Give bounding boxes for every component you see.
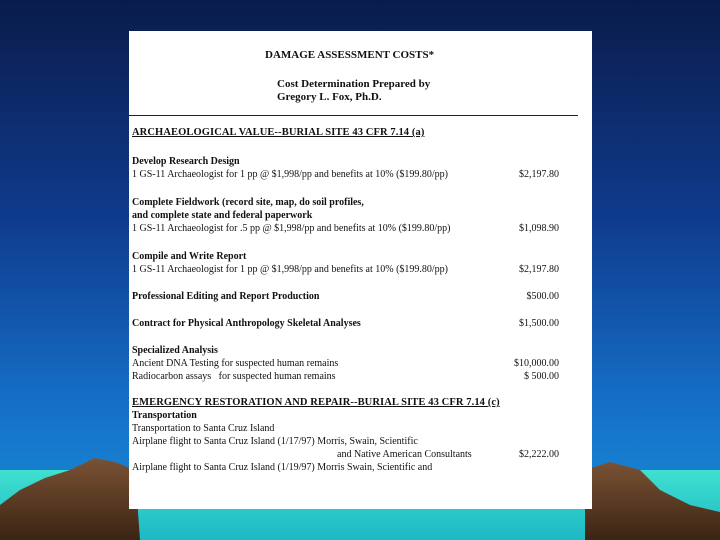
subtitle-line-1: Cost Determination Prepared by [277, 78, 431, 90]
transportation-line-3: and Native American Consultants [337, 449, 472, 460]
transportation-line-1: Transportation to Santa Cruz Island [132, 423, 275, 434]
editing-amount: $500.00 [526, 291, 559, 302]
skeletal-amount: $1,500.00 [519, 318, 559, 329]
fieldwork-heading-2: and complete state and federal paperwork [132, 210, 313, 221]
radiocarbon-amount: $ 500.00 [524, 371, 559, 382]
fieldwork-amount: $1,098.90 [519, 223, 559, 234]
editing-heading: Professional Editing and Report Production [132, 291, 320, 302]
fieldwork-detail: 1 GS-11 Archaeologist for .5 pp @ $1,998/pp and benefits at 10% ($199.80/pp) [132, 223, 451, 234]
research-design-amount: $2,197.80 [519, 169, 559, 180]
document-title: DAMAGE ASSESSMENT COSTS* [265, 49, 435, 61]
document-subtitle [277, 78, 430, 104]
radiocarbon-label: Radiocarbon assays for suspected human remains [132, 371, 336, 382]
fieldwork-heading-1: Complete Fieldwork (record site, map, do soil profiles, [132, 197, 364, 208]
transportation-line-4: Airplane flight to Santa Cruz Island (1/19/97) Morris Swain, Scientific and [132, 462, 433, 473]
dna-amount: $10,000.00 [514, 358, 559, 369]
specialized-heading: Specialized Analysis [132, 345, 218, 356]
section-archaeological: ARCHAEOLOGICAL VALUE--BURIAL SITE 43 CFR 7.14 (a) [132, 127, 425, 138]
report-detail: 1 GS-11 Archaeologist for 1 pp @ $1,998/pp and benefits at 10% ($199.80/pp) [132, 264, 449, 275]
report-heading: Compile and Write Report [132, 251, 247, 262]
skeletal-heading: Contract for Physical Anthropology Skeletal Analyses [132, 318, 361, 329]
transportation-heading: Transportation [132, 410, 197, 421]
research-design-heading: Develop Research Design [132, 156, 240, 167]
research-design-detail: 1 GS-11 Archaeologist for 1 pp @ $1,998/pp and benefits at 10% ($199.80/pp) [132, 169, 449, 180]
divider [129, 115, 578, 116]
transportation-amount: $2,222.00 [519, 449, 559, 460]
subtitle-line-2: Gregory L. Fox, Ph.D. [277, 91, 382, 103]
transportation-line-2: Airplane flight to Santa Cruz Island (1/17/97) Morris, Swain, Scientific [132, 436, 418, 447]
dna-label: Ancient DNA Testing for suspected human remains [132, 358, 339, 369]
document-page [129, 31, 592, 509]
section-emergency: EMERGENCY RESTORATION AND REPAIR--BURIAL SITE 43 CFR 7.14 (c) [132, 397, 500, 408]
report-amount: $2,197.80 [519, 264, 559, 275]
